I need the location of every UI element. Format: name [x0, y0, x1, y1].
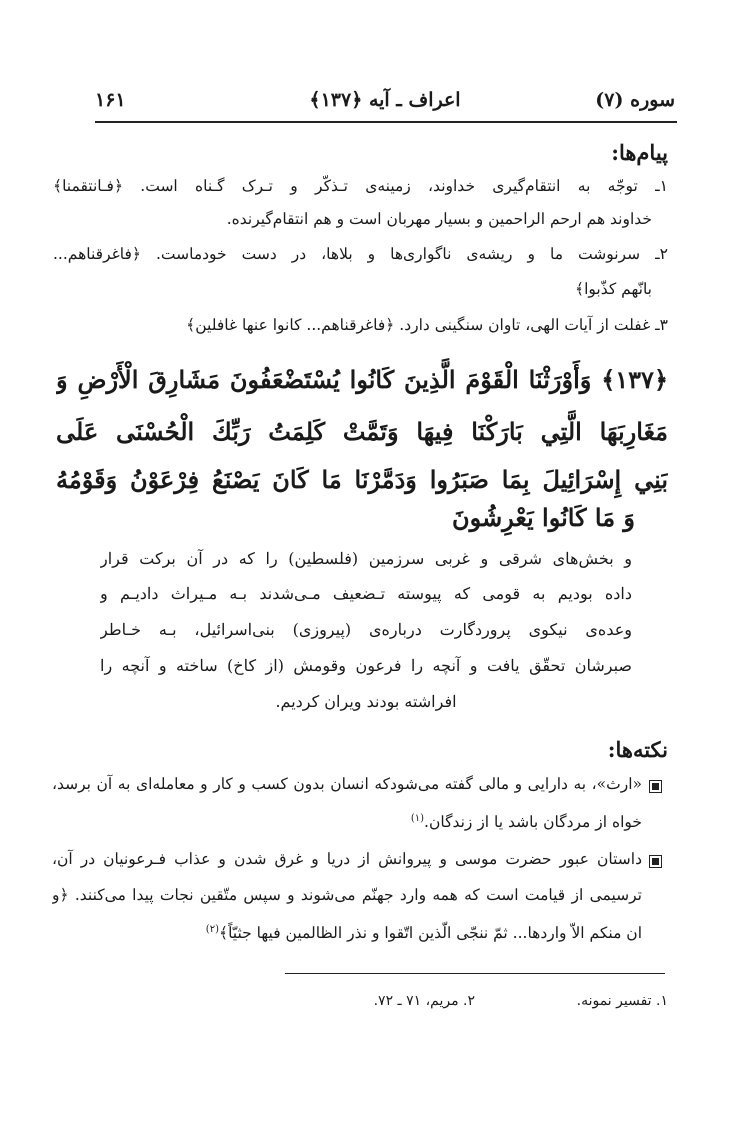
- message-line: ۱ـ توجّه به انتقام‌گيرى خداوند، زمينه‌ى تـذكّر و تـرک گـناه است. ﴿فـانتقمنا﴾: [53, 177, 668, 195]
- note-line: داستان عبور حضرت موسى و پيروانش از دريا و غرق شدن و عذاب فـرعونيان در آن،: [52, 850, 642, 868]
- message-line: خداوند هم ارحم الراحمين و بسيار مهربان است و هم انتقام‌گيرنده.: [226, 210, 652, 228]
- verse-line: وَ مَا كَانُوا يَعْرِشُونَ: [452, 503, 635, 532]
- running-header: [95, 86, 675, 116]
- note-bullet-icon: [649, 855, 662, 868]
- header-ayah: اعراف ـ آيه ﴿۱۳۷﴾: [309, 89, 461, 111]
- footnote-ref: (۱): [410, 813, 425, 824]
- message-line: ۲ـ سرنوشت ما و ريشه‌ى ناگوارى‌ها و بلاها، در دست خودماست. ﴿فاغرقناهم...: [53, 245, 668, 263]
- page-number: ۱۶۱: [95, 89, 126, 111]
- message-line: بانّهم كذّبوا﴾: [575, 280, 652, 298]
- verse-line: ﴿۱۳۷﴾ وَأَوْرَثْنَا الْقَوْمَ الَّذِينَ كَانُوا يُسْتَضْعَفُونَ مَشَارِقَ الْأَرْضِ وَ: [56, 365, 668, 394]
- note-line: «ارث»، به دارايى و مالى گفته مى‌شودكه انسان بدون كسب و كار و معامله‌اى به آن برسد،: [52, 775, 642, 793]
- note-line: [411, 805, 642, 836]
- messages-heading: پيام‌ها:: [611, 140, 668, 165]
- note-line-text: ان منكم الاّ واردها... ثمّ ننجّى الّذين اتّقوا و نذر الظالمين فيها جثيّاً﴾: [218, 924, 642, 943]
- note-bullet-icon: [649, 780, 662, 793]
- verse-line: مَغَارِبَهَا الَّتِي بَارَكْنَا فِيهَا وَتَمَّتْ كَلِمَتُ رَبِّكَ الْحُسْنَى عَلَى: [56, 417, 668, 446]
- header-surah: سوره (۷): [595, 89, 675, 111]
- footnote-ref: (۲): [205, 924, 219, 935]
- header-rule: [95, 121, 677, 123]
- verse-line: بَنِي إِسْرَائِيلَ بِمَا صَبَرُوا وَدَمَّرْنَا مَا كَانَ يَصْنَعُ فِرْعَوْنُ وَقَوْمُهُ: [56, 465, 668, 494]
- translation-line: وعده‌ى نيكوى پروردگارت درباره‌ى (پيروزى) بنى‌اسرائيل، بـه خـاطر: [100, 620, 632, 639]
- note-line: ترسيمى از قيامت است كه همه وارد جهنّم مى‌شوند و سپس متّقين نجات پيدا مى‌كنند. ﴿و: [52, 886, 642, 904]
- footnote: ۲. مريم، ۷۱ ـ ۷۲.: [373, 993, 475, 1009]
- footnote-rule: [285, 973, 665, 974]
- message-line: ۳ـ غفلت از آيات الهى، تاوان سنگينى دارد. ﴿فاغرقناهم... كانوا عنها غافلين﴾: [186, 316, 668, 334]
- note-line-text: خواه از مردگان باشد يا از زندگان.: [424, 813, 642, 832]
- note-line: [206, 916, 642, 947]
- translation-line: و بخش‌هاى شرقى و غربى سرزمين (فلسطين) را كه در آن بركت قرار: [100, 549, 632, 568]
- translation-line: صبرشان تحقّق يافت و آنچه را فرعون وقومش (از كاخ) ساخته و آنچه را: [100, 656, 632, 675]
- translation-line: داده بوديم به قومى كه پيوسته تـضعيف مـى‌شدند بـه مـيراث داديـم و: [100, 584, 632, 603]
- footnote: ۱. تفسير نمونه.: [576, 993, 668, 1009]
- notes-heading: نكته‌ها:: [607, 737, 668, 762]
- translation-line: افراشته بودند ويران كرديم.: [275, 692, 457, 711]
